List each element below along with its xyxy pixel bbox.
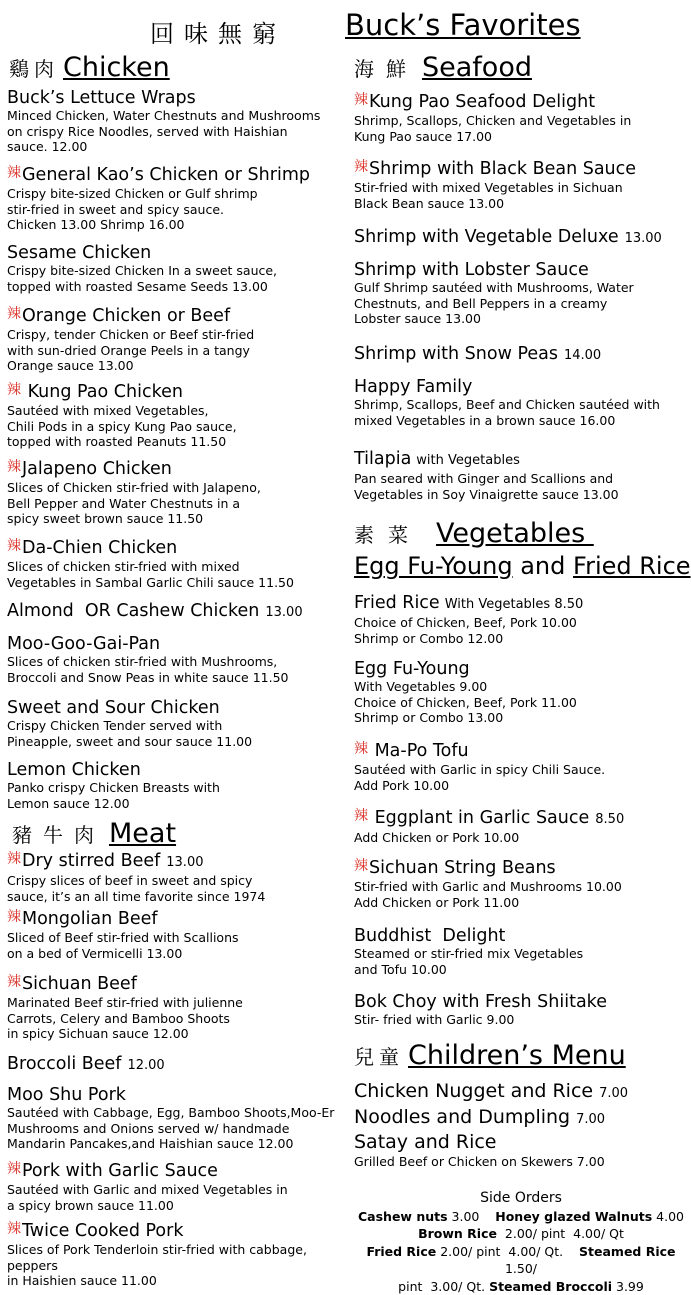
menu-item	[354, 741, 688, 793]
menu-item-description: Marinated Beef stir-fried with julienne Carrots, Celery and Bamboo Shoots in spicy Sichuan sauce 12.00	[7, 995, 337, 1042]
menu-item-description: Slices of chicken stir-fried with mixed Vegetables in Sambal Garlic Chili sauce 11.50	[7, 559, 337, 590]
menu-item	[7, 974, 337, 1042]
menu-item	[7, 306, 337, 374]
menu-item	[7, 698, 337, 749]
menu-item-name: Egg Fu-Young	[354, 659, 470, 679]
menu-item-name: Almond OR Cashew Chicken	[7, 601, 259, 621]
menu-item-title	[7, 634, 337, 654]
menu-item	[354, 858, 688, 910]
section-subtitle	[354, 552, 691, 580]
menu-item	[354, 260, 688, 327]
menu-item-name: Lemon Chicken	[7, 760, 141, 780]
section-cjk: 海鮮	[354, 53, 418, 82]
menu-item-name: Eggplant in Garlic Sauce	[369, 808, 589, 828]
menu-item	[7, 634, 337, 685]
menu-item-title	[7, 851, 337, 873]
side-price: 2.00/ pint 4.00/ Qt	[497, 1226, 624, 1241]
menu-item-name: Fried Rice	[354, 593, 440, 613]
side-item: Cashew nuts	[358, 1209, 448, 1224]
page-title: Buck’s Favorites	[345, 8, 581, 42]
menu-item-name: Dry stirred Beef	[22, 851, 160, 871]
menu-item	[354, 992, 688, 1028]
menu-item-title	[7, 538, 337, 559]
menu-item-description: Stir- fried with Garlic 9.00	[354, 1012, 688, 1028]
menu-item	[7, 1085, 337, 1152]
spicy-icon: 辣	[354, 92, 368, 108]
menu-item-name: Satay and Rice	[354, 1131, 496, 1153]
side-price: 3.00	[448, 1209, 496, 1224]
spicy-icon: 辣	[7, 974, 21, 990]
spicy-icon: 辣	[354, 741, 368, 757]
menu-item-name: Buddhist Delight	[354, 926, 505, 946]
menu-item-description: Crispy bite-sized Chicken In a sweet sauce, topped with roasted Sesame Seeds 13.00	[7, 263, 337, 294]
menu-item-title	[7, 1085, 337, 1105]
menu-item	[7, 1054, 337, 1076]
children-items	[354, 1080, 688, 1169]
menu-item-title	[354, 227, 688, 249]
menu-item-title	[7, 459, 337, 480]
side-line	[354, 1225, 688, 1243]
menu-item-price: 7.00	[599, 1086, 628, 1101]
menu-item-description: Crispy slices of beef in sweet and spicy sauce, it’s an all time favorite since 1974	[7, 873, 337, 904]
section-title: Vegetables	[436, 518, 594, 549]
spicy-icon: 辣	[354, 808, 368, 824]
menu-item-title	[7, 243, 337, 263]
menu-item-description: Sautéed with mixed Vegetables, Chili Pods in a spicy Kung Pao sauce, topped with roasted Peanuts 11.50	[7, 403, 337, 450]
menu-item-title	[7, 909, 337, 930]
menu-item-description: Pan seared with Ginger and Scallions and Vegetables in Soy Vinaigrette sauce 13.00	[354, 471, 688, 502]
spicy-icon: 辣	[354, 159, 368, 175]
menu-item-title	[354, 260, 688, 280]
egg-fu-young-heading: Egg Fu-Young	[354, 552, 513, 580]
children-menu-item	[354, 1080, 688, 1106]
section-children	[354, 1040, 626, 1071]
menu-item-description: Sautéed with Garlic and mixed Vegetables in a spicy brown sauce 11.00	[7, 1182, 337, 1213]
menu-item	[7, 165, 337, 233]
menu-item-title	[354, 808, 688, 830]
menu-item-title	[354, 449, 688, 471]
menu-item-title	[7, 698, 337, 718]
menu-item-subtitle: with Vegetables	[416, 453, 520, 468]
menu-item-description: Choice of Chicken, Beef, Pork 10.00 Shrimp or Combo 12.00	[354, 615, 688, 646]
children-menu-note: Grilled Beef or Chicken on Skewers 7.00	[354, 1154, 688, 1170]
menu-item-title	[7, 1161, 337, 1182]
menu-item	[354, 593, 688, 646]
menu-item-name: Pork with Garlic Sauce	[22, 1161, 218, 1181]
menu-item-description: Slices of chicken stir-fried with Mushrooms, Broccoli and Snow Peas in white sauce 11.50	[7, 654, 337, 685]
side-item: Steamed Broccoli	[489, 1279, 612, 1294]
menu-item-description: Sautéed with Cabbage, Egg, Bamboo Shoots,Moo-Er Mushrooms and Onions served w/ handmade Mandarin Pancakes,and Haishian sauce 12.00	[7, 1105, 337, 1152]
menu-item-name: Ma-Po Tofu	[369, 741, 469, 761]
menu-item-description: Sliced of Beef stir-fried with Scallions on a bed of Vermicelli 13.00	[7, 930, 337, 961]
menu-item-title	[354, 659, 688, 679]
menu-item-price: 7.00	[576, 1112, 605, 1127]
menu-item-name: Bok Choy with Fresh Shiitake	[354, 992, 607, 1012]
menu-item-title	[7, 1221, 337, 1242]
menu-item	[354, 159, 688, 211]
section-cjk: 素菜	[354, 519, 422, 548]
menu-item-title	[354, 593, 688, 615]
menu-item-name: Happy Family	[354, 377, 472, 397]
menu-item-title	[7, 306, 337, 327]
and-word: and	[513, 552, 573, 580]
menu-item-description: Crispy, tender Chicken or Beef stir-fried with sun-dried Orange Peels in a tangy Orange sauce 13.00	[7, 327, 337, 374]
spicy-icon: 辣	[354, 858, 368, 874]
side-item: Steamed Rice	[579, 1244, 676, 1259]
menu-item	[354, 808, 688, 846]
menu-item-description: Sautéed with Garlic in spicy Chili Sauce. Add Pork 10.00	[354, 762, 688, 793]
menu-item	[354, 659, 688, 726]
side-price: pint 3.00/ Qt.	[398, 1279, 489, 1294]
menu-item-title	[7, 601, 337, 623]
menu-item-name: Twice Cooked Pork	[22, 1221, 183, 1241]
menu-item-name: Shrimp with Snow Peas	[354, 344, 558, 364]
menu-item	[354, 377, 688, 428]
menu-item-name: Sweet and Sour Chicken	[7, 698, 220, 718]
header-cjk: 回味無窮	[150, 14, 286, 49]
menu-item-name: Tilapia	[354, 449, 411, 469]
menu-item-title	[354, 992, 688, 1012]
menu-item-title	[7, 974, 337, 995]
menu-item-description: Gulf Shrimp sautéed with Mushrooms, Water Chestnuts, and Bell Peppers in a creamy Lobster sauce 13.00	[354, 280, 688, 327]
menu-item-description: Crispy Chicken Tender served with Pineapple, sweet and sour sauce 11.00	[7, 718, 337, 749]
menu-item-price: 13.00	[166, 855, 203, 870]
spicy-icon: 辣	[7, 165, 21, 181]
side-orders-header: Side Orders	[354, 1190, 688, 1208]
menu-item-description: Stir-fried with Garlic and Mushrooms 10.00 Add Chicken or Pork 11.00	[354, 879, 688, 910]
menu-item-description: Crispy bite-sized Chicken or Gulf shrimp stir-fried in sweet and spicy sauce. Chicken 13.00 Shrimp 16.00	[7, 186, 337, 233]
menu-item	[7, 538, 337, 590]
side-line	[354, 1208, 688, 1226]
menu-item-name: Orange Chicken or Beef	[22, 306, 230, 326]
menu-item-description: Add Chicken or Pork 10.00	[354, 830, 688, 846]
menu-item-name: Sichuan Beef	[22, 974, 137, 994]
menu-item-price: 13.00	[625, 231, 662, 246]
menu-item-title	[354, 344, 688, 366]
menu-item-name: Shrimp with Black Bean Sauce	[369, 159, 636, 179]
menu-item	[354, 92, 688, 144]
menu-item-title	[7, 1054, 337, 1076]
section-title: Children’s Menu	[408, 1040, 626, 1071]
side-item: Brown Rice	[418, 1226, 497, 1241]
menu-item	[7, 760, 337, 811]
spicy-icon: 辣	[7, 851, 21, 867]
menu-item-name: Buck’s Lettuce Wraps	[7, 88, 196, 108]
page-header	[0, 8, 691, 48]
menu-item-title	[354, 926, 688, 946]
side-price: 3.99	[612, 1279, 644, 1294]
menu-item-description: With Vegetables 9.00 Choice of Chicken, Beef, Pork 11.00 Shrimp or Combo 13.00	[354, 679, 688, 726]
menu-item	[7, 88, 337, 155]
fried-rice-heading: Fried Rice	[573, 552, 691, 580]
menu-item-name: Sesame Chicken	[7, 243, 151, 263]
section-seafood	[354, 52, 532, 83]
menu-item-description: Slices of Chicken stir-fried with Jalapeno, Bell Pepper and Water Chestnuts in a spicy sweet brown sauce 11.50	[7, 480, 337, 527]
menu-item-title	[7, 88, 337, 108]
side-item: Fried Rice	[366, 1244, 436, 1259]
spicy-icon: 辣	[7, 306, 21, 322]
menu-item-name: Mongolian Beef	[22, 909, 158, 929]
menu-item-price: 8.50	[595, 812, 624, 827]
menu-item-description: Minced Chicken, Water Chestnuts and Mushrooms on crispy Rice Noodles, served with Haishian sauce. 12.00	[7, 108, 337, 155]
spicy-icon: 辣	[7, 909, 21, 925]
menu-item-name: Da-Chien Chicken	[22, 538, 177, 558]
menu-item	[7, 243, 337, 294]
children-menu-item	[354, 1106, 688, 1132]
menu-item-description: Panko crispy Chicken Breasts with Lemon sauce 12.00	[7, 780, 337, 811]
side-orders	[354, 1190, 688, 1295]
menu-item-description: Steamed or stir-fried mix Vegetables and Tofu 10.00	[354, 946, 688, 977]
section-title: Meat	[109, 818, 176, 849]
menu-item-title	[7, 165, 337, 186]
spicy-icon: 辣	[7, 459, 21, 475]
menu-item	[7, 1221, 337, 1289]
section-chicken	[9, 52, 170, 83]
menu-item	[354, 227, 688, 249]
menu-item-name: Chicken Nugget and Rice	[354, 1080, 593, 1102]
menu-item-subtitle: With Vegetables 8.50	[445, 597, 584, 612]
side-price: 2.00/ pint 4.00/ Qt.	[436, 1244, 579, 1259]
menu-item-title	[354, 92, 688, 113]
menu-item-description: Stir-fried with mixed Vegetables in Sichuan Black Bean sauce 13.00	[354, 180, 688, 211]
section-title: Seafood	[422, 52, 532, 83]
spicy-icon: 辣	[7, 382, 21, 398]
menu-item-title	[354, 858, 688, 879]
side-line	[354, 1243, 688, 1278]
menu-item	[7, 601, 337, 623]
menu-item-name: Noodles and Dumpling	[354, 1106, 570, 1128]
side-price: 4.00	[652, 1209, 684, 1224]
menu-item	[7, 1161, 337, 1213]
menu-item-title	[354, 159, 688, 180]
menu-item	[7, 382, 337, 450]
section-cjk: 豬牛肉	[12, 819, 105, 848]
menu-item-description: Shrimp, Scallops, Beef and Chicken sautéed with mixed Vegetables in a brown sauce 16.00	[354, 397, 688, 428]
menu-item-title	[354, 377, 688, 397]
menu-item-name: Kung Pao Chicken	[22, 382, 183, 402]
section-title: Chicken	[63, 52, 170, 83]
menu-item	[7, 851, 337, 904]
menu-item-name: Jalapeno Chicken	[22, 459, 172, 479]
menu-item-name: Shrimp with Lobster Sauce	[354, 260, 589, 280]
menu-item	[354, 449, 688, 502]
menu-item	[7, 909, 337, 961]
menu-item-name: Shrimp with Vegetable Deluxe	[354, 227, 619, 247]
section-cjk: 兒童	[354, 1041, 404, 1070]
spicy-icon: 辣	[7, 538, 21, 554]
menu-item-name: Sichuan String Beans	[369, 858, 556, 878]
menu-item-title	[7, 760, 337, 780]
menu-item-name: Moo-Goo-Gai-Pan	[7, 634, 160, 654]
menu-item-price: 12.00	[127, 1058, 164, 1073]
menu-item-name: Broccoli Beef	[7, 1054, 121, 1074]
menu-item-title	[354, 741, 688, 762]
children-menu-item	[354, 1131, 688, 1154]
section-cjk: 鷄肉	[9, 53, 59, 82]
side-item: Honey glazed Walnuts	[495, 1209, 652, 1224]
spicy-icon: 辣	[7, 1161, 21, 1177]
menu-item-name: Moo Shu Pork	[7, 1085, 126, 1105]
menu-item-description: Shrimp, Scallops, Chicken and Vegetables in Kung Pao sauce 17.00	[354, 113, 688, 144]
menu-item	[354, 926, 688, 977]
side-line	[354, 1278, 688, 1295]
section-vegetables	[354, 518, 594, 549]
menu-item-name: Kung Pao Seafood Delight	[369, 92, 595, 112]
menu-item-price: 13.00	[265, 605, 302, 620]
side-price: 1.50/	[505, 1261, 537, 1276]
menu-item-title	[7, 382, 337, 403]
menu-item-name: General Kao’s Chicken or Shrimp	[22, 165, 310, 185]
menu-item-description: Slices of Pork Tenderloin stir-fried with cabbage, peppers in Haishien sauce 11.00	[7, 1242, 337, 1289]
spicy-icon: 辣	[7, 1221, 21, 1237]
menu-item	[354, 344, 688, 366]
section-meat	[12, 818, 176, 849]
menu-item-price: 14.00	[564, 348, 601, 363]
menu-item	[7, 459, 337, 527]
